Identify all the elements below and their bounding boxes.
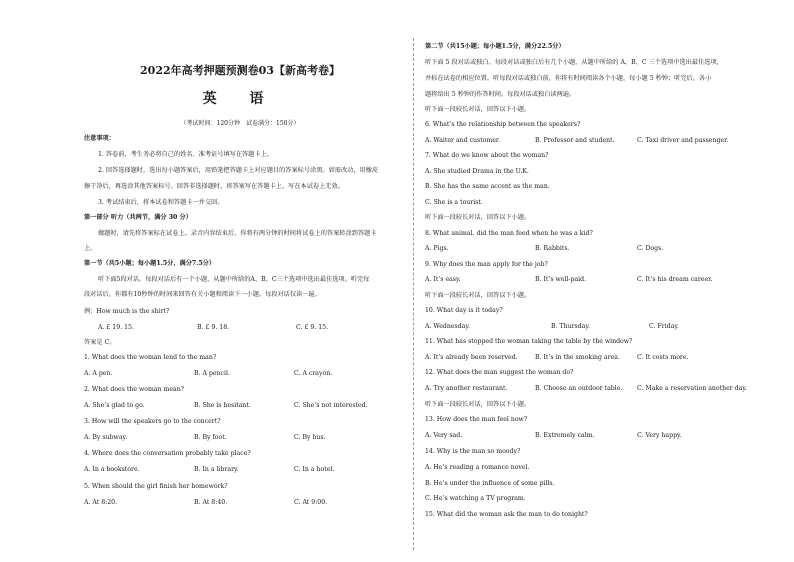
question-3: 3. How will the speakers go to the concert?: [84, 418, 221, 425]
question-10: 10. What day is it today?: [425, 307, 503, 314]
section1-intro: 段对话后，你都有10秒钟的时间来回答有关小题和阅读下一小题。每段对话仅读一遍。: [84, 291, 321, 298]
part1-heading: 第一部分 听力（共两节，满分 30 分）: [84, 214, 192, 221]
option: A. Waiter and customer.: [425, 137, 501, 144]
instruction: 听下面一段较长对话，回答以下小题。: [425, 292, 531, 299]
option: B. It’s well-paid.: [535, 276, 587, 283]
exam-title: 2022年高考押题预测卷03【新高考卷】: [140, 64, 340, 77]
part1-intro: 做题时，请先将答案标在试卷上。录音内容结束后，你将有两分钟的时间将试卷上的答案转涂到答题卡: [98, 230, 377, 237]
question-15: 15. What did the woman ask the man to do tonight?: [425, 511, 588, 518]
option: C. She is a tourist.: [425, 199, 483, 206]
question-9: 9. Why does the man apply for the job?: [425, 261, 548, 268]
exam-meta: （考试时间：120分钟 试卷满分：150分）: [180, 120, 300, 127]
question-8: 8. What animal. did the man feed when he was a kid?: [425, 230, 593, 237]
notes-line: 1. 答卷前，考生务必将自己的姓名、准考证号填写在答题卡上。: [98, 151, 273, 158]
question-14: 14. Why is the man so moody?: [425, 448, 521, 455]
option: C. Dogs.: [637, 245, 664, 252]
notes-line: 3. 考试结束后，将本试卷和答题卡一并交回。: [98, 199, 224, 206]
option: B. At 8:40.: [194, 499, 228, 506]
section2-heading: 第二节（共15小题；每小题1.5分，满分22.5分）: [425, 43, 565, 50]
option: C. Make a reservation another day.: [637, 385, 747, 392]
option: B. He’s under the influence of some pills.: [425, 480, 555, 487]
subject-title: 英 语: [202, 91, 278, 107]
question-5: 5. When should the girl finish her homework?: [84, 483, 228, 490]
option: B. Extremely calm.: [535, 432, 595, 439]
option: A. She’s glad to go.: [84, 402, 145, 409]
option: C. By bus.: [294, 434, 326, 441]
option: B. She has the same accent as the man.: [425, 183, 550, 190]
example-option: A. £ 19. 15.: [98, 324, 134, 331]
notes-line: 擦干净后，再选涂其他答案标号。回答非选择题时，将答案写在答题卡上，写在本试卷上无效。: [84, 183, 344, 190]
option: A. Wednesday.: [425, 323, 470, 330]
option: C. He’s watching a TV program.: [425, 495, 526, 502]
question-13: 13. How does the man feel now?: [425, 416, 528, 423]
option: A. A pen.: [84, 370, 113, 377]
option: C. Taxi driver and passenger.: [637, 137, 729, 144]
option: A. She studied Drama in the U.K.: [425, 168, 529, 175]
option: A. At 8:20.: [84, 499, 118, 506]
question-6: 6. What’s the relationship between the speakers?: [425, 121, 581, 128]
option: B. Thursday.: [551, 323, 590, 330]
question-11: 11. What has stopped the woman taking the table by the window?: [425, 338, 633, 345]
section1-intro: 听下面5段对话。每段对话后有一个小题，从题中所给的A、B、C三个选项中选出最佳选项。听完每: [98, 276, 370, 283]
option: C. At 9:00.: [294, 499, 328, 506]
question-2: 2. What does the woman mean?: [84, 386, 184, 393]
option: A. Very sad.: [425, 432, 463, 439]
option: C. She’s not interested.: [294, 402, 368, 409]
option: C. A crayon.: [294, 370, 333, 377]
option: B. She is hesitant.: [194, 402, 251, 409]
section2-intro: 听下面 5 段对话或独白。每段对话或独白后有几个小题，从题中所给的 A、B、C 三个选项中选出最佳选项，: [425, 59, 723, 66]
notes-heading: 注意事项：: [84, 135, 115, 142]
example-option: C. £ 9. 15.: [296, 324, 329, 331]
question-12: 12. What does the man suggest the woman do?: [425, 369, 574, 376]
section1-heading: 第一节（共5小题；每小题1.5分，满分7.5分）: [84, 260, 216, 267]
question-7: 7. What do we know about the woman?: [425, 152, 549, 159]
example-option: B. £ 9. 18.: [197, 324, 230, 331]
option: A. In a bookstore.: [84, 466, 140, 473]
option: A. It’s already been reserved.: [425, 354, 518, 361]
example-answer: 答案是 C。: [84, 339, 116, 346]
notes-line: 2. 回答选择题时，选出每小题答案后，用铅笔把答题卡上对应题目的答案标号涂黑。如需改动，用橡皮: [98, 167, 379, 174]
option: C. In a hotel.: [294, 466, 335, 473]
question-1: 1. What does the woman lend to the man?: [84, 354, 217, 361]
example-question: 例：How much is the shirt?: [84, 308, 170, 315]
option: C. It’s his dream career.: [637, 276, 713, 283]
instruction: 听下面一段较长对话，回答以下小题。: [425, 214, 531, 221]
instruction: 听下面一段较长对话，回答以下小题。: [425, 401, 531, 408]
option: A. It’s easy.: [425, 276, 461, 283]
option: B. A pencil.: [194, 370, 230, 377]
option: B. It’s in the smoking area.: [535, 354, 620, 361]
option: C. Very happy.: [637, 432, 682, 439]
option: A. By subway.: [84, 434, 128, 441]
part1-intro: 上。: [84, 245, 97, 252]
option: B. By foot.: [194, 434, 227, 441]
option: B. Choose an outdoor table.: [535, 385, 623, 392]
option: C. It costs more.: [637, 354, 689, 361]
option: A. Pigs.: [425, 245, 449, 252]
option: A. He’s reading a romance novel.: [425, 464, 530, 471]
instruction: 听下面一段较长对话，回答以下小题。: [425, 106, 531, 113]
option: C. Friday.: [649, 323, 679, 330]
section2-intro: 并标在试卷的相应位置。听每段对话或独白前，你将有时间阅读各个小题，每小题 5 秒钟；听完后，各小: [425, 75, 712, 82]
question-4: 4. Where does the conversation probably take place?: [84, 450, 251, 457]
option: A. Try another restaurant.: [425, 385, 508, 392]
option: B. Professor and student.: [535, 137, 615, 144]
option: B. In a library.: [194, 466, 239, 473]
column-divider: [413, 38, 414, 550]
option: B. Rabbits.: [535, 245, 570, 252]
section2-intro: 题将给出 5 秒钟的作答时间。每段对话或独白读两遍。: [425, 91, 576, 98]
